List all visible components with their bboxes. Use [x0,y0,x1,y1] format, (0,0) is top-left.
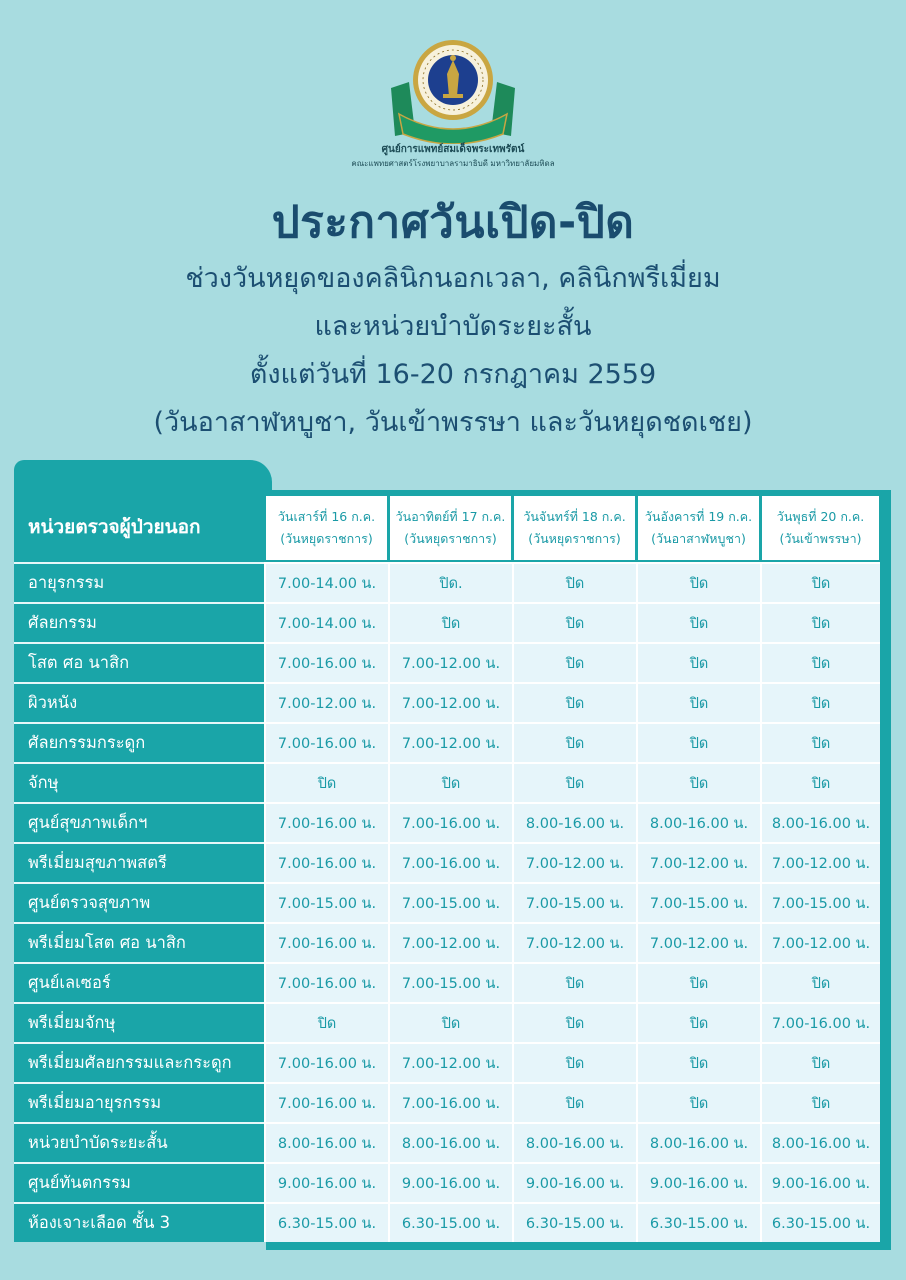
column-note-label: (วันหยุดราชการ) [404,531,497,546]
schedule-cell: 7.00-16.00 น. [388,1082,512,1122]
schedule-cell: 7.00-12.00 น. [760,842,880,882]
schedule-cell: ปิด [636,682,760,722]
row-unit-name: ผิวหนัง [14,682,264,722]
subtitle-line-3: ตั้งแต่วันที่ 16-20 กรกฎาคม 2559 [249,359,657,390]
schedule-cell: 7.00-12.00 น. [388,682,512,722]
subtitle-line-4: (วันอาสาฬหบูชา, วันเข้าพรรษา และวันหยุดชดเชย) [153,407,753,438]
page-title: ประกาศวันเปิด-ปิด [271,197,635,248]
schedule-cell: ปิด [512,602,636,642]
schedule-cell: 7.00-12.00 น. [512,922,636,962]
schedule-cell: 7.00-16.00 น. [264,962,388,1002]
row-unit-name: จักษุ [14,762,264,802]
schedule-cell: 7.00-12.00 น. [512,842,636,882]
institution-logo [385,36,521,144]
row-unit-name: ศัลยกรรมกระดูก [14,722,264,762]
schedule-cell: 6.30-15.00 น. [760,1202,880,1242]
row-unit-name: ห้องเจาะเลือด ชั้น 3 [14,1202,264,1242]
schedule-cell: 7.00-16.00 น. [264,1042,388,1082]
date-column-header [638,496,759,560]
schedule-cell: 6.30-15.00 น. [388,1202,512,1242]
schedule-cell: ปิด [760,642,880,682]
column-note-label: (วันหยุดราชการ) [528,531,621,546]
schedule-cell: ปิด [636,642,760,682]
schedule-cell: ปิด [636,962,760,1002]
column-day-label: วันจันทร์ที่ 18 ก.ค. [523,509,626,524]
schedule-cell: ปิด [636,1082,760,1122]
schedule-cell: 7.00-16.00 น. [264,922,388,962]
schedule-cell: 7.00-12.00 น. [388,722,512,762]
schedule-cell: ปิด [636,1002,760,1042]
date-column-header [390,496,511,560]
date-column-header [762,496,879,560]
schedule-cell: 7.00-16.00 น. [264,642,388,682]
schedule-cell: ปิด [512,562,636,602]
schedule-cell: ปิด [264,762,388,802]
schedule-cell: ปิด [760,682,880,722]
row-unit-name: ศัลยกรรม [14,602,264,642]
schedule-cell: 9.00-16.00 น. [388,1162,512,1202]
row-unit-name: พรีเมี่ยมอายุรกรรม [14,1082,264,1122]
schedule-cell: 7.00-12.00 น. [760,922,880,962]
column-day-label: วันอังคารที่ 19 ก.ค. [644,509,753,524]
schedule-cell: 7.00-12.00 น. [264,682,388,722]
schedule-cell: 7.00-16.00 น. [388,802,512,842]
schedule-cell: 7.00-15.00 น. [512,882,636,922]
schedule-cell: 7.00-15.00 น. [760,882,880,922]
schedule-cell: ปิด [512,722,636,762]
schedule-cell: 6.30-15.00 น. [264,1202,388,1242]
schedule-cell: 7.00-12.00 น. [636,842,760,882]
schedule-cell: ปิด [636,762,760,802]
schedule-cell: 9.00-16.00 น. [760,1162,880,1202]
schedule-cell: 7.00-14.00 น. [264,602,388,642]
schedule-cell: ปิด [512,1002,636,1042]
row-unit-name: โสต ศอ นาสิก [14,642,264,682]
table-grid [14,494,891,1242]
schedule-cell: ปิด [760,722,880,762]
schedule-cell: 7.00-16.00 น. [760,1002,880,1042]
subtitle-line-2: และหน่วยบำบัดระยะสั้น [314,311,592,342]
organization-name: ศูนย์การแพทย์สมเด็จพระเทพรัตน์ [381,144,525,155]
row-unit-name: พรีเมี่ยมสุขภาพสตรี [14,842,264,882]
schedule-cell: ปิด [512,1042,636,1082]
schedule-cell: 6.30-15.00 น. [636,1202,760,1242]
schedule-cell: ปิด [512,762,636,802]
schedule-cell: 7.00-15.00 น. [388,962,512,1002]
organization-subname: คณะแพทยศาสตร์โรงพยาบาลรามาธิบดี มหาวิทยาลัยมหิดล [351,159,555,168]
schedule-cell: 7.00-14.00 น. [264,562,388,602]
schedule-cell: 9.00-16.00 น. [264,1162,388,1202]
schedule-cell: ปิด [388,1002,512,1042]
row-unit-name: ศูนย์สุขภาพเด็กฯ [14,802,264,842]
schedule-cell: 6.30-15.00 น. [512,1202,636,1242]
column-day-label: วันเสาร์ที่ 16 ก.ค. [277,509,376,524]
row-unit-name: ศูนย์ทันตกรรม [14,1162,264,1202]
row-unit-name: พรีเมี่ยมศัลยกรรมและกระดูก [14,1042,264,1082]
row-unit-name: หน่วยบำบัดระยะสั้น [14,1122,264,1162]
schedule-table [14,460,891,1250]
schedule-cell: ปิด [760,562,880,602]
schedule-cell: 8.00-16.00 น. [512,1122,636,1162]
row-unit-name: พรีเมี่ยมโสต ศอ นาสิก [14,922,264,962]
schedule-cell: 7.00-16.00 น. [264,1082,388,1122]
schedule-cell: ปิด [636,602,760,642]
date-column-header [266,496,387,560]
column-note-label: (วันอาสาฬหบูชา) [651,531,746,546]
schedule-cell: ปิด [636,1042,760,1082]
schedule-cell: 8.00-16.00 น. [512,802,636,842]
date-column-header [514,496,635,560]
schedule-cell: ปิด [636,562,760,602]
schedule-cell: 8.00-16.00 น. [264,1122,388,1162]
schedule-cell: 7.00-12.00 น. [388,1042,512,1082]
schedule-cell: 8.00-16.00 น. [760,1122,880,1162]
schedule-cell: 7.00-16.00 น. [264,802,388,842]
schedule-cell: 7.00-16.00 น. [264,722,388,762]
column-note-label: (วันเข้าพรรษา) [779,531,862,546]
row-unit-name: พรีเมี่ยมจักษุ [14,1002,264,1042]
schedule-cell: 7.00-16.00 น. [388,842,512,882]
schedule-cell: ปิด [512,682,636,722]
schedule-cell: 8.00-16.00 น. [636,1122,760,1162]
schedule-cell: ปิด [636,722,760,762]
schedule-cell: 8.00-16.00 น. [760,802,880,842]
schedule-cell: 7.00-12.00 น. [636,922,760,962]
schedule-cell: ปิด [388,762,512,802]
schedule-cell: ปิด [760,762,880,802]
row-unit-name: อายุรกรรม [14,562,264,602]
schedule-cell: ปิด [760,602,880,642]
subtitle-line-1: ช่วงวันหยุดของคลินิกนอกเวลา, คลินิกพรีเมี่ยม [185,263,721,294]
schedule-cell: 7.00-15.00 น. [388,882,512,922]
schedule-cell: 7.00-12.00 น. [388,642,512,682]
schedule-cell: 8.00-16.00 น. [636,802,760,842]
schedule-cell: 7.00-12.00 น. [388,922,512,962]
schedule-cell: ปิด [388,602,512,642]
schedule-cell: ปิด [760,1042,880,1082]
schedule-cell: ปิด [760,962,880,1002]
schedule-cell: ปิด [264,1002,388,1042]
schedule-cell: ปิด [512,1082,636,1122]
schedule-cell: ปิด [512,962,636,1002]
schedule-cell: ปิด [760,1082,880,1122]
schedule-cell: ปิด. [388,562,512,602]
column-day-label: วันอาทิตย์ที่ 17 ก.ค. [395,509,506,524]
column-note-label: (วันหยุดราชการ) [280,531,373,546]
schedule-cell: 8.00-16.00 น. [388,1122,512,1162]
row-unit-name: ศูนย์เลเซอร์ [14,962,264,1002]
column-day-label: วันพุธที่ 20 ก.ค. [776,509,865,524]
schedule-cell: 7.00-15.00 น. [264,882,388,922]
schedule-cell: 9.00-16.00 น. [512,1162,636,1202]
schedule-cell: ปิด [512,642,636,682]
unit-column-header: หน่วยตรวจผู้ป่วยนอก [14,494,264,560]
schedule-cell: 7.00-16.00 น. [264,842,388,882]
schedule-cell: 9.00-16.00 น. [636,1162,760,1202]
row-unit-name: ศูนย์ตรวจสุขภาพ [14,882,264,922]
schedule-cell: 7.00-15.00 น. [636,882,760,922]
